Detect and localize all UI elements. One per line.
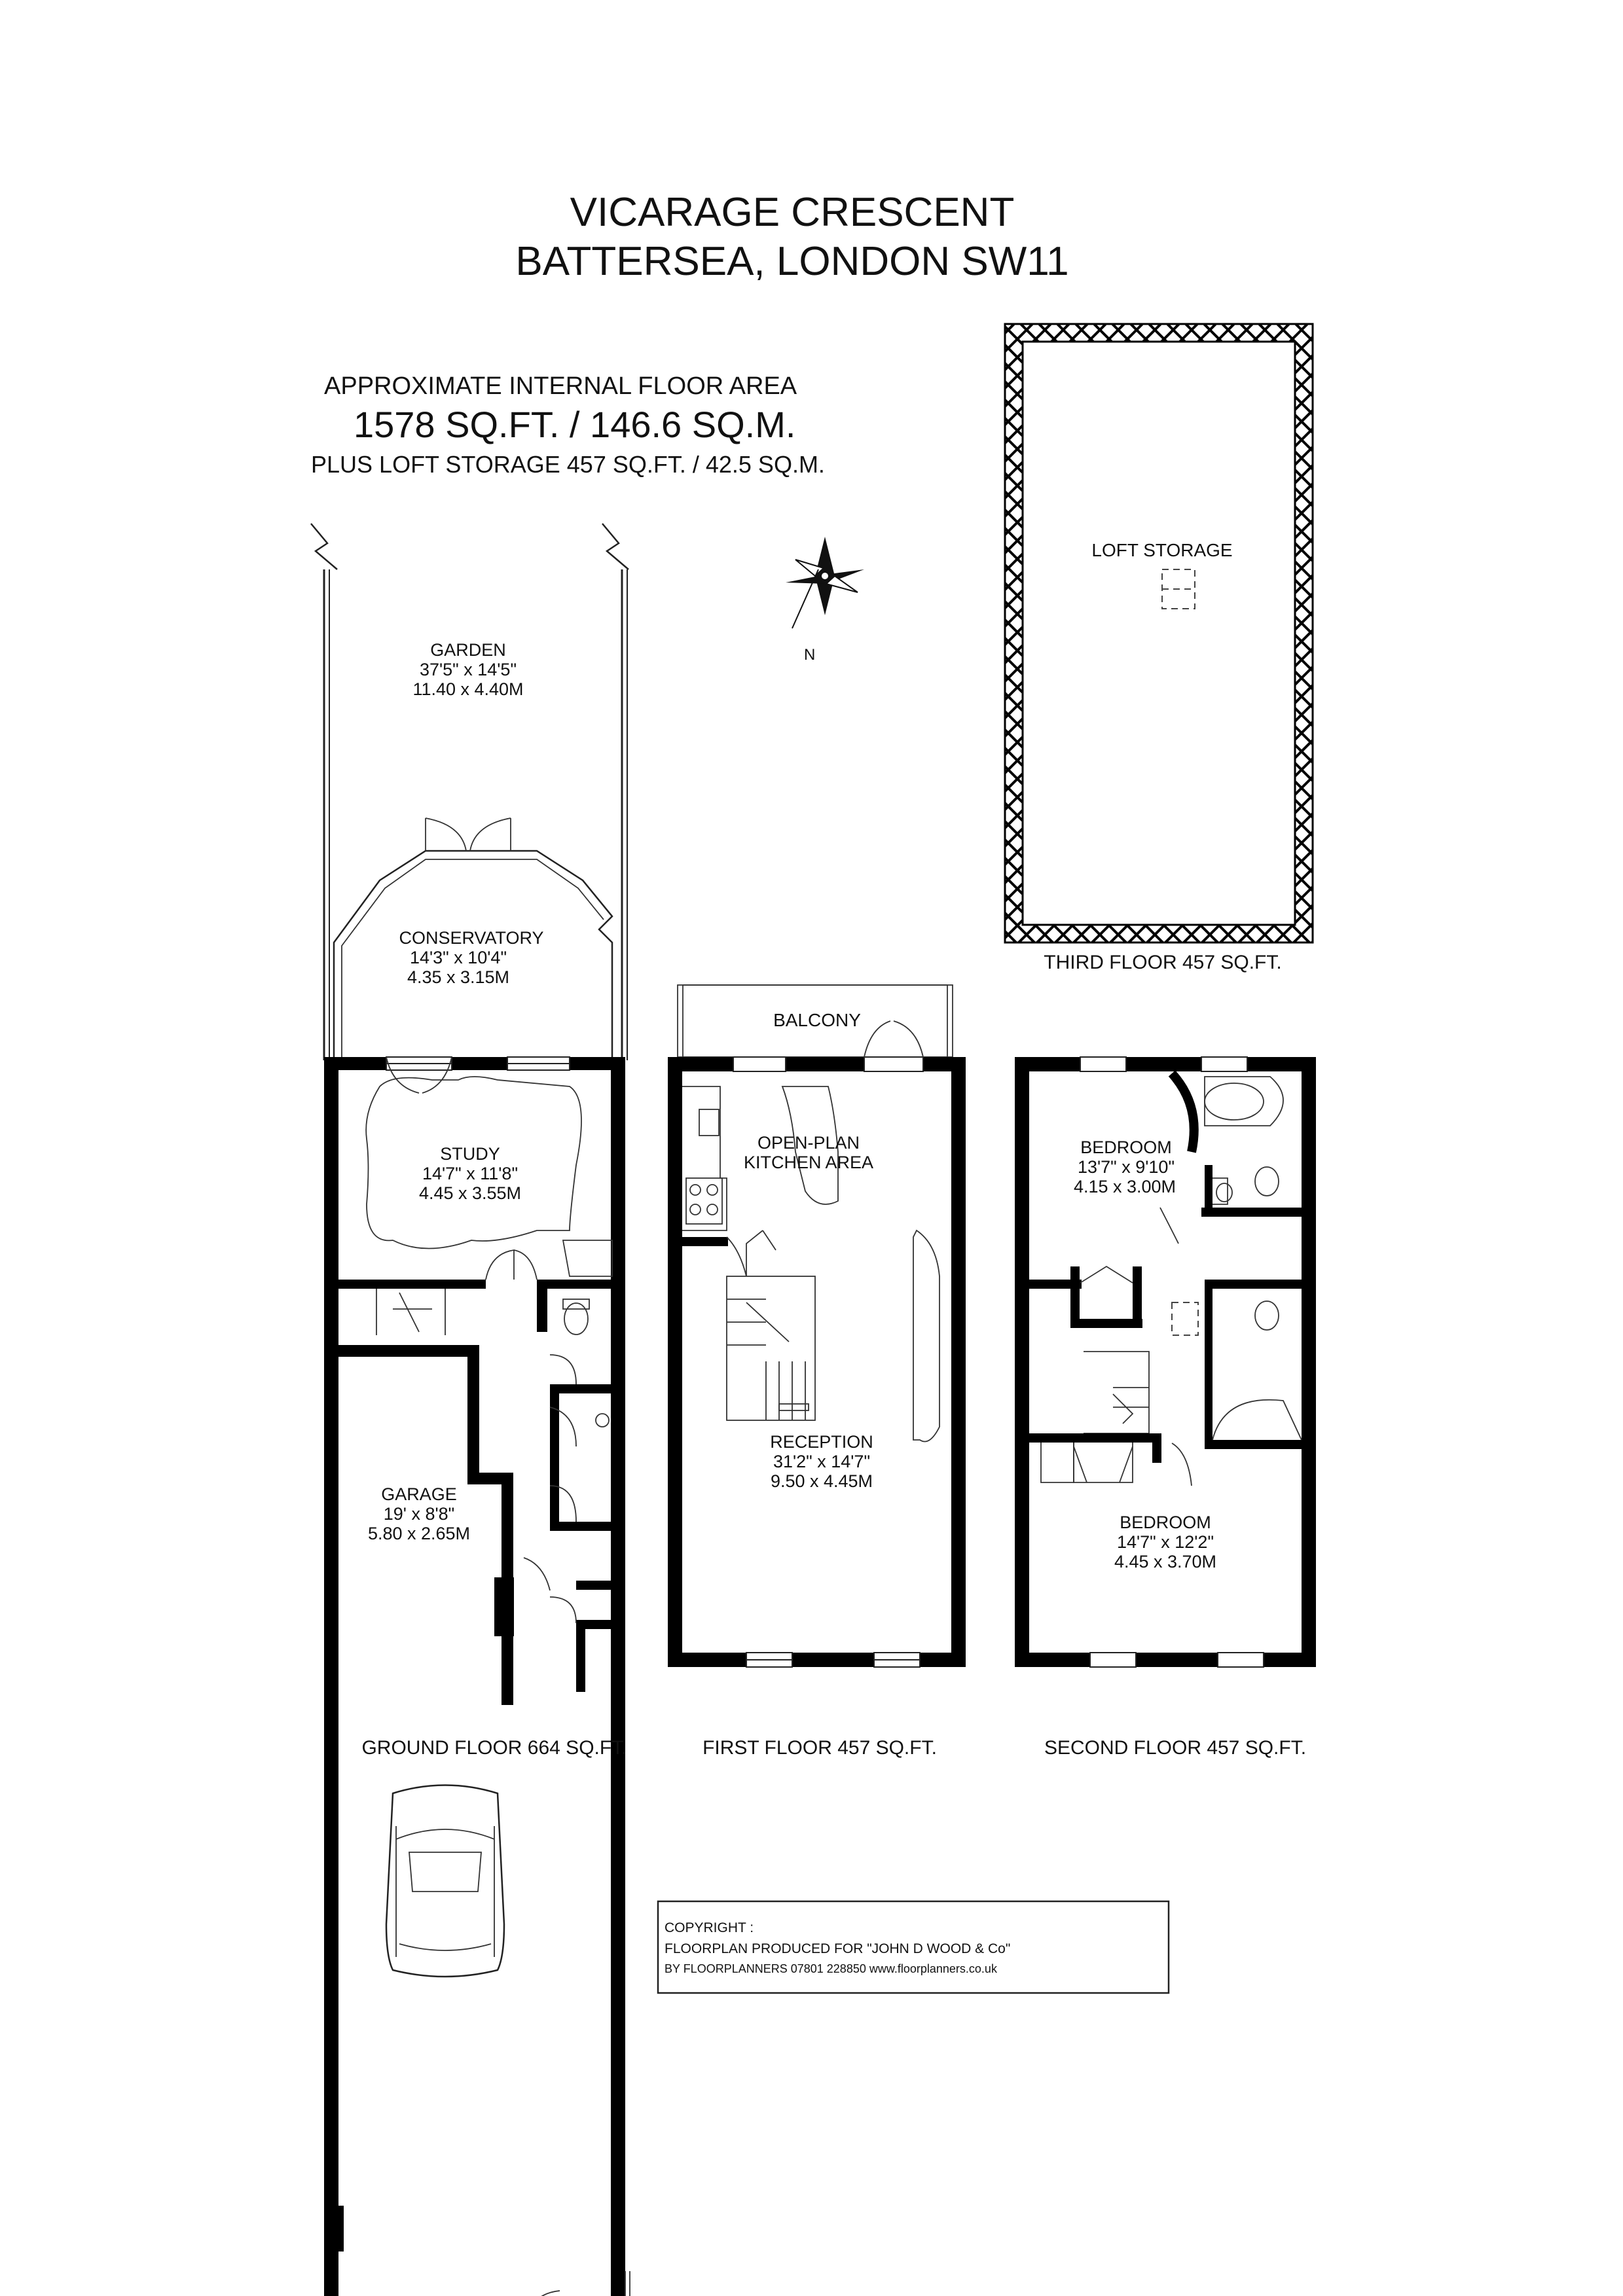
bedroom1-imperial: 13'7" x 9'10"	[1077, 1157, 1175, 1177]
bedroom2-name: BEDROOM	[1120, 1513, 1211, 1532]
bedroom1-metric: 4.15 x 3.00M	[1073, 1177, 1176, 1196]
loft-storage-name: LOFT STORAGE	[1091, 540, 1233, 560]
garden-metric: 11.40 x 4.40M	[412, 679, 524, 699]
first-floor-label: FIRST FLOOR 457 SQ.FT.	[702, 1737, 937, 1759]
copyright-line-2: FLOORPLAN PRODUCED FOR "JOHN D WOOD & Co"	[665, 1941, 1011, 1956]
first-floor-plan	[668, 985, 966, 1667]
balcony-name: BALCONY	[773, 1010, 861, 1030]
third-floor-plan	[1005, 324, 1313, 942]
garage-metric: 5.80 x 2.65M	[367, 1524, 471, 1543]
study-metric: 4.45 x 3.55M	[418, 1183, 522, 1203]
reception-name: RECEPTION	[770, 1432, 873, 1452]
bedroom1-name: BEDROOM	[1080, 1138, 1172, 1157]
second-floor-label: SECOND FLOOR 457 SQ.FT.	[1044, 1737, 1307, 1759]
ground-floor-label: GROUND FLOOR 664 SQ.FT.	[361, 1737, 627, 1759]
garage-name: GARAGE	[381, 1484, 457, 1504]
study-imperial: 14'7" x 11'8"	[422, 1164, 519, 1183]
third-floor-label: THIRD FLOOR 457 SQ.FT.	[1044, 952, 1282, 973]
compass-north-label: N	[804, 646, 816, 664]
reception-imperial: 31'2" x 14'7"	[773, 1452, 871, 1471]
ground-floor-plan	[324, 1057, 630, 2296]
conservatory-metric: 4.35 x 3.15M	[407, 967, 510, 987]
area-label: APPROXIMATE INTERNAL FLOOR AREA	[324, 372, 797, 400]
kitchen-name-line2: KITCHEN AREA	[743, 1153, 874, 1172]
bedroom2-imperial: 14'7" x 12'2"	[1116, 1532, 1214, 1552]
compass-rose-icon	[786, 537, 864, 628]
conservatory-name: CONSERVATORY	[399, 928, 544, 948]
copyright-line-1: COPYRIGHT :	[665, 1920, 754, 1935]
garden-name: GARDEN	[430, 640, 506, 660]
area-main: 1578 SQ.FT. / 146.6 SQ.M.	[354, 404, 796, 445]
loft-hatch-second-floor	[1172, 1302, 1198, 1335]
kitchen-name-line1: OPEN-PLAN	[757, 1133, 860, 1153]
car-icon	[386, 1785, 504, 1977]
title-line-2: BATTERSEA, LONDON SW11	[515, 239, 1069, 284]
reception-metric: 9.50 x 4.45M	[770, 1471, 873, 1491]
study-name: STUDY	[440, 1144, 500, 1164]
area-loft: PLUS LOFT STORAGE 457 SQ.FT. / 42.5 SQ.M.	[311, 451, 825, 478]
garden-imperial: 37'5" x 14'5"	[419, 660, 517, 679]
conservatory-imperial: 14'3" x 10'4"	[409, 948, 507, 967]
title-line-1: VICARAGE CRESCENT	[570, 190, 1015, 235]
copyright-line-3: BY FLOORPLANNERS 07801 228850 www.floorplanners.co.uk	[665, 1962, 997, 1975]
garage-imperial: 19' x 8'8"	[383, 1504, 455, 1524]
bedroom2-metric: 4.45 x 3.70M	[1114, 1552, 1217, 1571]
